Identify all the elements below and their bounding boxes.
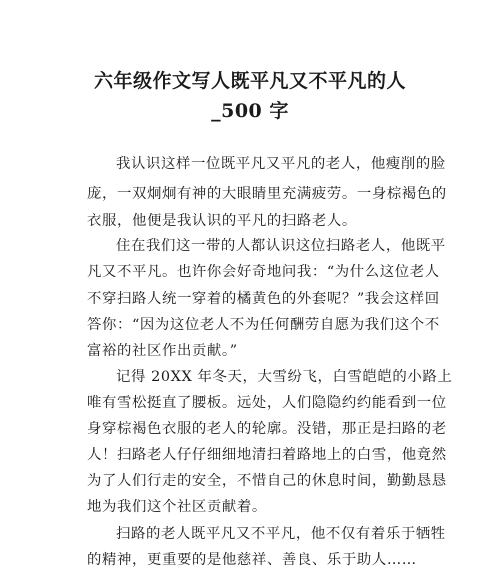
body-text-line: 富裕的社区作出贡献。” (87, 343, 238, 359)
body-text-line: 扫路的老人既平凡又不平凡，他不仅有着乐于牺牲 (116, 526, 446, 542)
body-text-line: 庞，一双炯炯有神的大眼睛里充满疲劳。一身棕褐色的 (87, 186, 447, 202)
body-text-line: 的精神，更重要的是他慈祥、善良、乐于助人…… (87, 552, 417, 568)
body-text-line: 住在我们这一带的人都认识这位扫路老人，他既平 (116, 238, 446, 254)
document-title-line-1: 六年级作文写人既平凡又不平凡的人 (93, 70, 406, 92)
body-text-line: 记得 20XX 年冬天，大雪纷飞，白雪皑皑的小路上 (116, 369, 453, 385)
body-text-line: 身穿棕褐色衣服的老人的轮廓。没错，那正是扫路的老 (87, 421, 447, 437)
body-text-line: 不穿扫路人统一穿着的橘黄色的外套呢？”我会这样回 (87, 291, 440, 307)
body-text-line: 人！扫路老人仔仔细细地清扫着路地上的白雪，他竟然 (87, 447, 447, 463)
body-text-line: 为了人们行走的安全，不惜自己的休息时间，勤勤恳恳 (87, 473, 447, 489)
body-text-line: 衣服，他便是我认识的平凡的扫路老人。 (87, 213, 357, 229)
body-text-line: 凡又不平凡。也许你会好奇地问我：“为什么这位老人 (87, 264, 440, 280)
body-text-line: 我认识这样一位既平凡又平凡的老人，他瘦削的脸 (116, 156, 446, 172)
body-text-line: 唯有雪松挺直了腰板。远处，人们隐隐约约能看到一位 (87, 395, 447, 411)
document-title-line-2: _500 字 (211, 100, 289, 122)
body-text-line: 地为我们这个社区贡献着。 (87, 499, 267, 515)
body-text-line: 答你：“因为这位老人不为任何酬劳自愿为我们这个不 (87, 317, 440, 333)
